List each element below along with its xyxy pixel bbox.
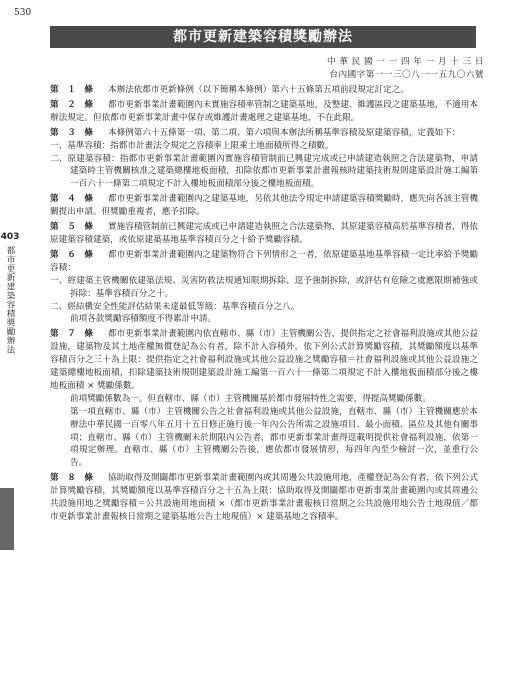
- article-text: 都市更新事業計畫範圍內之建築物符合下列情形之一者，依原建築基地基準容積一定比率給予獎勵容積：: [50, 249, 478, 273]
- page-title: 都市更新建築容積獎勵辦法: [50, 26, 476, 48]
- article-text: 協助取得及開闢都市更新事業計畫範圍內或其周邊公共設施用地，產權登記為公有者，依下列公式計算獎勵容積，其獎勵額度以基準容積百分之十五為上限：協助取得及開闢都市更新事業計畫範圍內或其周邊公共設施用地之獎勵容積＝公共設施用地面積 ×（都市更新事業計畫報核日當期之公共設施用地公告土地現值／都市更新事業計畫報核日當期之建築基地公告土地現值）× 建築基地之容積率。: [50, 473, 478, 522]
- article-5: [50, 221, 478, 247]
- side-tab-number: 403: [0, 232, 20, 242]
- article-text: 都市更新事業計畫範圍內未實施容積率管制之建築基地，及整建、維護區段之建築基地，不適用本辦法規定。但依都市更新事業計畫中保存或維護計畫處理之建築基地，不在此限。: [50, 99, 478, 123]
- promulgation-date: 中 華 民 國 一 一 四 年 一 月 十 三 日: [327, 57, 484, 67]
- article-text: 都市更新事業計畫範圍內依直轄市、縣（市）主管機關公告，提供指定之社會福利設施或其他公益設施，建築物及其土地產權無償登記為公有者，除不計入容積外，依下列公式計算獎勵容積，其獎勵額度以基準容積百分之三十為上限：提供指定之社會福利設施或其他公益設施之獎勵容積＝社會福利設施或其他公益設施之建築總樓地板面積，扣除建築技術規則建築設計施工編第一百六十一條第二項規定不計入樓地板面積部分後之樓地板面積 × 獎勵係數。: [50, 329, 478, 391]
- article-7: [50, 328, 478, 470]
- article-paragraph: 前項獎勵係數為一。但直轄市、縣（市）主管機關基於都市發展特性之需要，得提高獎勵係數。: [70, 393, 431, 404]
- article-2: [50, 99, 478, 125]
- article-paragraph: 第一項直轄市、縣（市）主管機關公告之社會福利設施或其他公益設施，直轄市、縣（市）主管機關應於本辦法中華民國一百零八年五月十五日修正施行後一年內公告所需之設施項目、最小面積、區位及其他有關事項；直轄市、縣（市）主管機關未於期限內公告者，都市更新事業計畫得逕載明提供社會福利設施，依第一項規定辦理。直轄市、縣（市）主管機關公告後，應依都市發展情形，每四年內至少檢討一次，並重行公告。: [70, 406, 478, 469]
- article-item: 一、基準容積：指都市計畫法令規定之容積率上限乘土地面積所得之積數。: [50, 140, 334, 151]
- article-text: 本條例第六十五條第一項、第二項、第六項與本辦法所稱基準容積及原建築容積，定義如下：: [108, 127, 461, 138]
- article-paragraph: 前項各款獎勵容積額度不得累計申請。: [70, 314, 217, 325]
- article-label: 第 ８ 條: [50, 473, 93, 484]
- article-8: [50, 472, 478, 524]
- article-3: [50, 127, 478, 192]
- article-item: 二、經結構安全性能評估結果未達最低等級：基準容積百分之八。: [50, 301, 300, 312]
- article-1: [50, 84, 478, 97]
- article-label: 第 ４ 條: [50, 194, 93, 205]
- side-tab: [0, 232, 20, 354]
- article-6: [50, 249, 478, 326]
- article-label: 第 １ 條: [50, 85, 93, 95]
- article-text: 都市更新事業計畫範圍內之建築基地，另依其他法令規定申請建築容積獎勵時，應先向各該主管機關提出申請。但獎勵重複者，應予扣除。: [50, 194, 478, 218]
- side-tab-title: 都市更新建築容積獎勵辦法: [5, 246, 15, 354]
- page-number: 530: [14, 8, 32, 18]
- document-number: 台內國字第一一三〇八一一五九〇六號: [329, 70, 484, 80]
- article-label: 第 ６ 條: [50, 249, 93, 260]
- article-label: 第 ２ 條: [50, 99, 93, 110]
- article-text: 本辦法依都市更新條例（以下簡稱本條例）第六十五條第五項前段規定訂定之。: [108, 85, 409, 95]
- articles-body: [50, 84, 478, 526]
- article-label: 第 ７ 條: [50, 329, 93, 340]
- article-item: 二、原建築容積：指都市更新事業計畫範圍內實施容積管制前已興建完成或已申請建造執照之合法建築物，申請建築時主管機關核准之建築總樓地板面積，扣除依都市更新事業計畫報核時建築技術規則建築設計施工編第一百六十一條第二項規定不計入樓地板面積部分後之樓地板面積。: [50, 153, 478, 190]
- article-4: [50, 193, 478, 219]
- article-label: 第 ５ 條: [50, 222, 93, 233]
- side-thumb-index: [0, 488, 14, 550]
- article-item: 一、經建築主管機關依建築法規、災害防救法規通知限期拆除、逕予強制拆除，或評估有危險之虞應限期補強或拆除：基準容積百分之十。: [50, 275, 478, 299]
- article-label: 第 ３ 條: [50, 127, 93, 138]
- article-text: 實施容積管制前已興建完成或已申請建造執照之合法建築物，其原建築容積高於基準容積者，得依原建築容積建築，或依原建築基地基準容積百分之十給予獎勵容積。: [50, 222, 478, 245]
